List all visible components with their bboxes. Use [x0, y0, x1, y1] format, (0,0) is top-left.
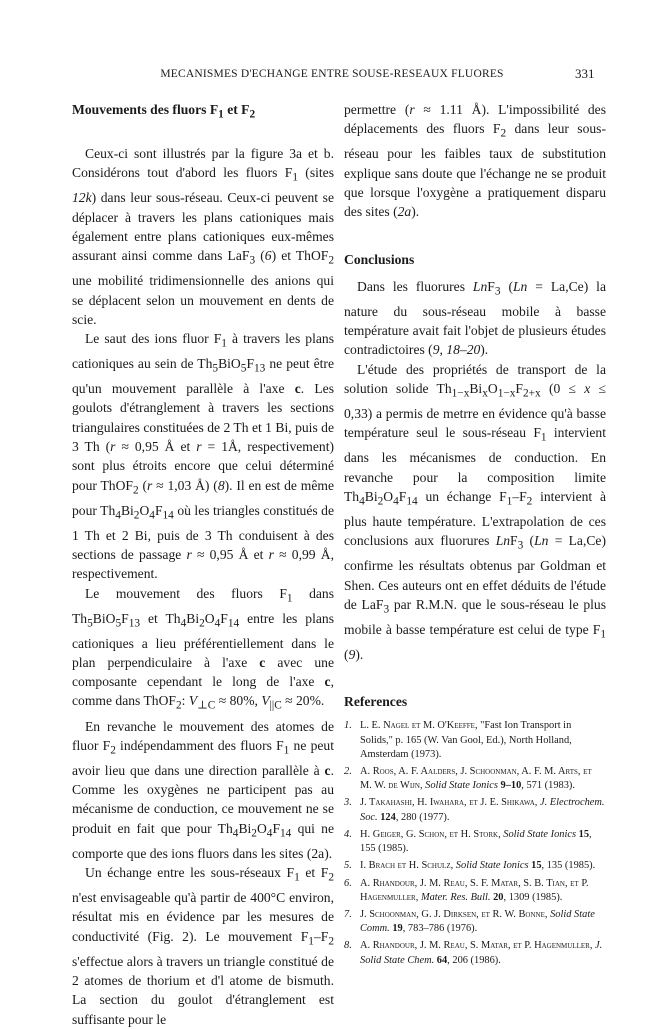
- paragraph-conclusions-2: L'étude des propriétés de transport de la solution solide $Th_{1-x}Bi_xO_{1-x}F_{2+x}$ (0 ≤ x ≤ 0,33) a permis de metrre en évidence qu'à basse température seul le sous-réseau $F_1$ intervient dans les mécanismes de conduction. En revanche pour la composition limite $Th_4Bi_2O_4F_{14}$ un échange $F_1-F_2$ intervient à plus haute température. L'extrapolation de ces conclusions aux fluorures LnF$_3$ (Ln = La,Ce) confirme les résultats obtenus par Goldman et Shen. Ces auteurs ont en effet déduits de l'étude de LaF$_3$ par R.M.N. que le sous-réseau le plus mobile à basse température est celui de type $F_1$ (9).: [344, 361, 607, 662]
- section-heading-fluor-movements: Mouvements des fluors $F_1$ et $F_2$: [72, 102, 256, 121]
- references-heading: References: [344, 694, 408, 710]
- reference-item: 5. I. Brach et H. Schulz, Solid State Ionics 15, 135 (1985).: [344, 860, 596, 872]
- reference-item: 1. L. E. Nagel et M. O'Keeffe, "Fast Ion Transport in Solids," p. 165 (W. Van Gool, Ed.), North Holland, Amsterdam (1973).: [344, 720, 572, 760]
- right-column: [344, 100, 606, 971]
- left-column: [72, 100, 334, 1029]
- page-number: 331: [575, 66, 595, 81]
- references-list: [344, 719, 606, 967]
- reference-item: 4. H. Geiger, G. Schon, et H. Stork, Solid State Ionics 15, 155 (1985).: [344, 828, 592, 855]
- reference-item: 7. J. Schoonman, G. J. Dirksen, et R. W. Bonne, Solid State Comm. 19, 783–786 (1976).: [344, 908, 595, 935]
- conclusions-heading: Conclusions: [344, 251, 415, 267]
- reference-item: 2. A. Roos, A. F. Aalders, J. Schoonman, A. F. M. Arts, et M. W. de Wijn, Solid State Ionics 9–10, 571 (1983).: [344, 766, 592, 792]
- paragraph-f2-movement: En revanche le mouvement des atomes de fluor $F_2$ indépendamment des fluors $F_1$ ne peut avoir lieu que dans une direction parallèle à c. Comme les oxygènes ne participent pas au mécanisme de conduction, ce mouvement ne se produit en fait que pour $Th_4Bi_2O_4F_{14}$ qui ne comporte que des ions fluors dans les sites (2a).: [72, 718, 335, 861]
- paragraph-conclusions-1: Dans les fluorures LnF$_3$ (Ln = La,Ce) la nature du sous-réseau mobile à basse température avait fait l'objet de plusieurs études contradictoires (9, 18–20).: [344, 278, 606, 358]
- paragraph-sublattice-exchange: Un échange entre les sous-réseaux $F_1$ et $F_2$ n'est envisageable qu'à partir de 400°C environ, résultat mis en évidence par les mesures de conductivité (Fig. 2). Le mouvement $F_1-F_2$ s'effectue alors à travers un triangle constitué de 2 atomes de thorium et d'l atome de bismuth. La section du goulot d'étranglement est suffisante pour le: [72, 865, 334, 1027]
- running-title: MECANISMES D'ECHANGE ENTRE SOUSE-RESEAUX FLUORES: [160, 68, 504, 80]
- paragraph-fig3-description: Ceux-ci sont illustrés par la figure 3a et b. Considérons tout d'abord les fluors $F_1$ (sites 12k) dans leur sous-réseau. Ceux-ci peuvent se déplacer à travers les plans cationiques mais également entre plans cationiques eux-mêmes assurant ainsi comme dans LaF$_3$ (6) et ThOF$_2$ une mobilité tridimensionnelle des anions qui se déplacent selon un mouvement en dents de scie.: [72, 146, 335, 327]
- reference-item: 3. J. Takahashi, H. Iwahara, et J. E. Shikawa, J. Electrochem. Soc. 124, 280 (1977).: [344, 797, 605, 823]
- reference-item: 8. A. Rhandour, J. M. Reau, S. Matar, et P. Hagenmuller, J. Solid State Chem. 64, 206 (1986).: [344, 940, 603, 966]
- reference-item: 6. A. Rhandour, J. M. Reau, S. F. Matar, S. B. Tian, et P. Hagenmuller, Mater. Res. Bull. 20, 1309 (1985).: [344, 877, 589, 903]
- paragraph-f1-movement: Le mouvement des fluors $F_1$ dans $Th_5BiO_5F_{13}$ et $Th_4Bi_2O_4F_{14}$ entre les plans cationiques a lieu préférentiellement dans le plan perpendiculaire à l'axe c avec une composante cependant le long de l'axe c, comme dans ThOF$_2$: $V_{\perp C} \approx 80\%$, $V_{||C} \approx 20\%$.: [72, 585, 334, 713]
- paragraph-f1-jump: Le saut des ions fluor $F_1$ à travers les plans cationiques au sein de $Th_5BiO_5F_{13}$ ne peut être qu'un mouvement parallèle à l'axe c. Les goulots d'étranglement à travers les sections triangulaires constituées de 2 Th et 1 Bi, puis de 3 Th (r ≈ 0,95 Å et r = 1Å, respectivement) sont plus étroits encore que celui déterminé pour ThOF$_2$ (r ≈ 1,03 Å) (8). Il en est de même pour $Th_4Bi_2O_4F_{14}$ où les triangles constitués de 1 Th et 2 Bi, puis de 3 Th conduisent à des sections de passage r ≈ 0,95 Å et r ≈ 0,99 Å, respectivement.: [72, 331, 335, 582]
- paragraph-continuation: permettre (r ≈ 1.11 Å). L'impossibilité des déplacements des fluors $F_2$ dans leur sous-réseau pour les faibles taux de substitution explique sans doute que l'échange ne se produit que lorsque l'oxygène a pratiquement disparu des sites (2a).: [344, 102, 606, 220]
